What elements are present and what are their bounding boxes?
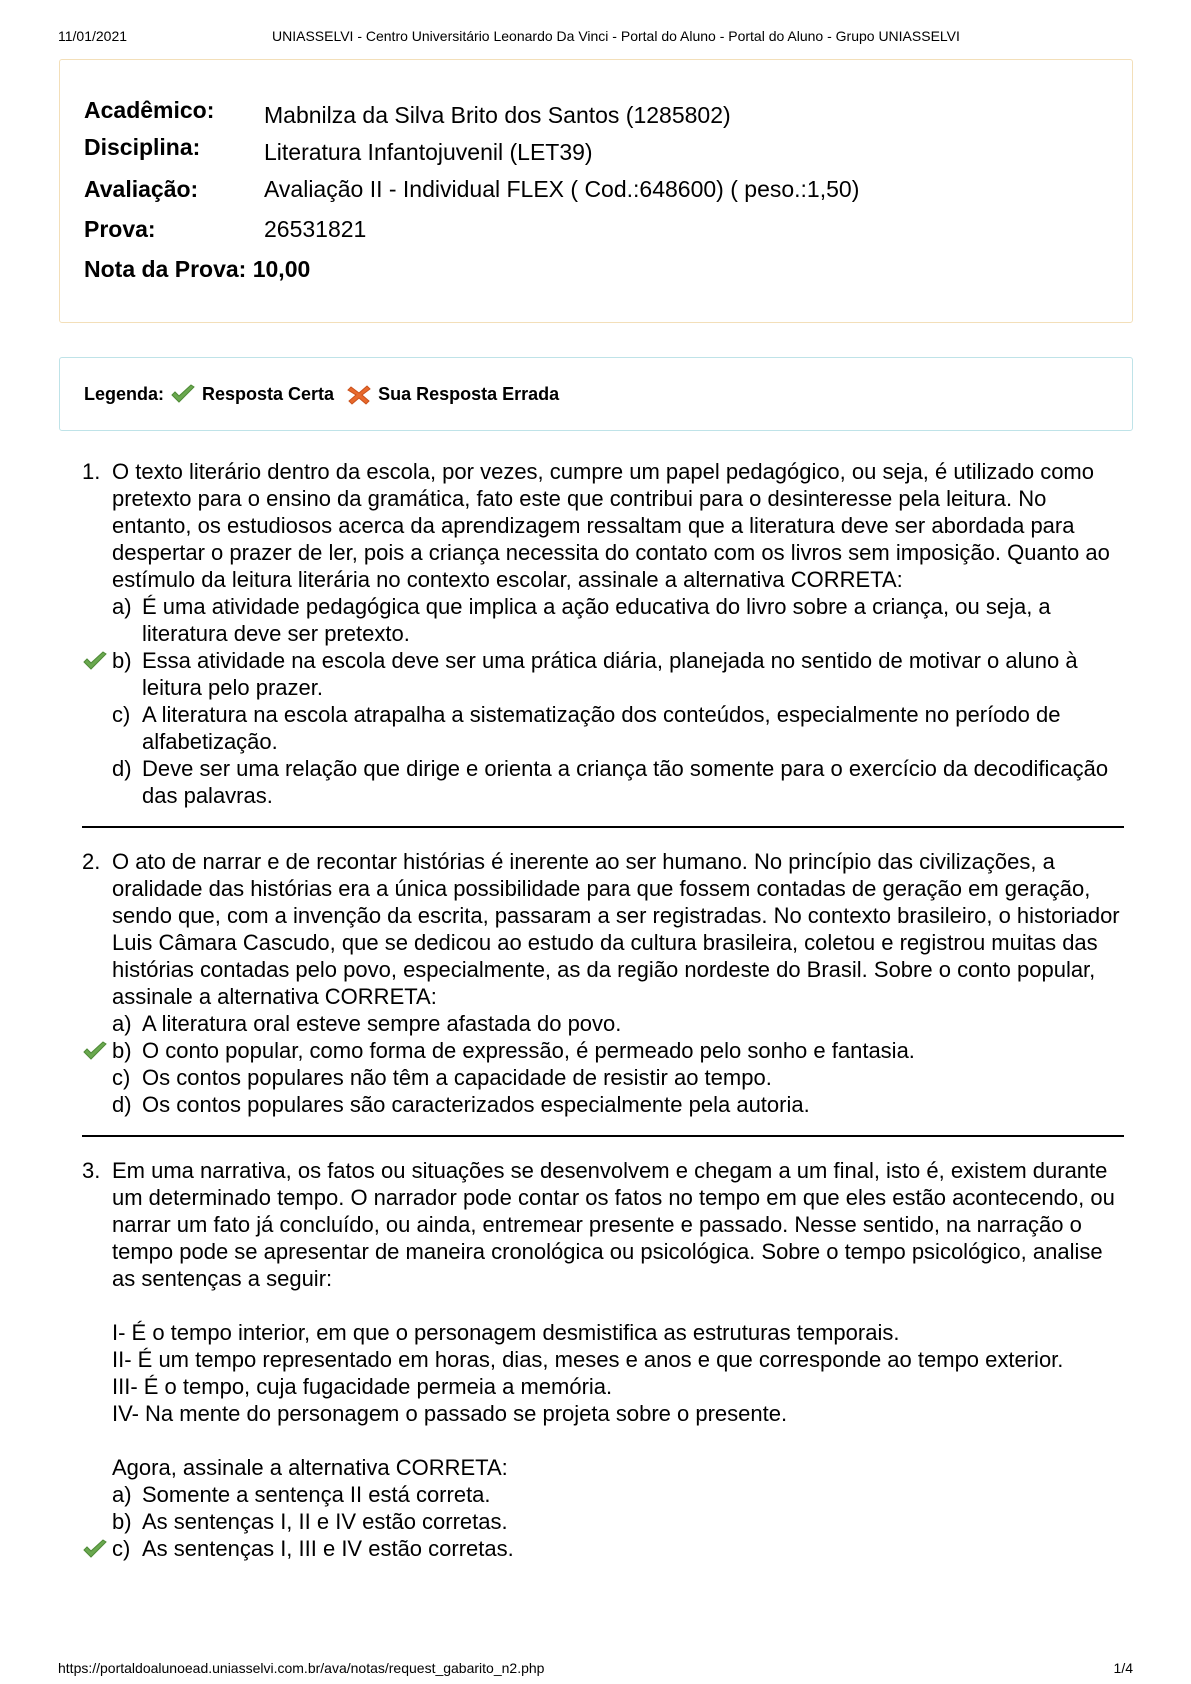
question-divider xyxy=(82,1135,1124,1137)
page-number: 1/4 xyxy=(1113,1660,1133,1676)
info-row-avaliacao xyxy=(84,176,859,203)
sentence-2: II- É um tempo representado em horas, dias, meses e anos e que corresponde ao tempo exterior. xyxy=(112,1347,1064,1372)
prova-label: Prova: xyxy=(84,216,156,242)
option-text: Os contos populares são caracterizados especialmente pela autoria. xyxy=(142,1092,810,1117)
check-icon xyxy=(82,650,108,672)
option-letter: c) xyxy=(112,702,131,727)
info-row-disciplina xyxy=(84,134,593,165)
option-letter: d) xyxy=(112,756,132,781)
option-letter: c) xyxy=(112,1065,131,1090)
questions-list xyxy=(82,458,1124,1562)
option-text: A literatura na escola atrapalha a sistematização dos conteúdos, especialmente no período de alfabetização. xyxy=(142,702,1061,754)
option-text: A literatura oral esteve sempre afastada do povo. xyxy=(142,1011,622,1036)
sentence-1: I- É o tempo interior, em que o personagem desmistifica as estruturas temporais. xyxy=(112,1320,900,1345)
sentence-4: IV- Na mente do personagem o passado se projeta sobre o presente. xyxy=(112,1401,788,1426)
question-text: Em uma narrativa, os fatos ou situações se desenvolvem e chegam a um final, isto é, existem durante um determinado tempo. O narrador pode contar os fatos no tempo em que eles estão acontecendo, ou narrar um fato já concluído, ou ainda, entremear presente e passado. Nesse sentido, na narração o tempo pode se apresentar de maneira cronológica ou psicológica. Sobre o tempo psicológico, analise as sentenças a seguir: xyxy=(112,1158,1115,1291)
question-prompt: Agora, assinale a alternativa CORRETA: xyxy=(112,1455,508,1480)
option-text: As sentenças I, II e IV estão corretas. xyxy=(142,1509,508,1534)
option-c-correct xyxy=(112,1535,1124,1562)
option-text: As sentenças I, III e IV estão corretas. xyxy=(142,1536,514,1561)
info-row-academico xyxy=(84,97,731,128)
option-b-correct xyxy=(112,647,1124,701)
student-info-box xyxy=(59,59,1133,323)
option-letter: c) xyxy=(112,1536,131,1561)
option-d xyxy=(112,1091,1124,1118)
print-date: 11/01/2021 xyxy=(58,28,128,44)
print-title: UNIASSELVI - Centro Universitário Leonardo Da Vinci - Portal do Aluno - Portal do Aluno - Grupo UNIASSELVI xyxy=(272,28,960,44)
option-text: Essa atividade na escola deve ser uma prática diária, planejada no sentido de motivar o aluno à leitura pelo prazer. xyxy=(142,648,1078,700)
option-d xyxy=(112,755,1124,809)
legend-wrong-answer: Sua Resposta Errada xyxy=(378,383,560,404)
option-text: Os contos populares não têm a capacidade de resistir ao tempo. xyxy=(142,1065,772,1090)
check-icon xyxy=(82,1040,108,1062)
option-letter: a) xyxy=(112,1482,132,1507)
option-a xyxy=(112,1481,1124,1508)
question-number: 1. xyxy=(82,459,101,484)
option-c xyxy=(112,1064,1124,1091)
check-icon xyxy=(170,383,196,405)
option-b-correct xyxy=(112,1037,1124,1064)
option-text: O conto popular, como forma de expressão, é permeado pelo sonho e fantasia. xyxy=(142,1038,915,1063)
option-text: É uma atividade pedagógica que implica a ação educativa do livro sobre a criança, ou seja, a literatura deve ser pretexto. xyxy=(142,594,1051,646)
question-2 xyxy=(82,848,1124,1118)
question-text: O ato de narrar e de recontar histórias é inerente ao ser humano. No princípio das civilizações, a oralidade das histórias era a única possibilidade para que fossem contadas de geração em geração, sendo que, com a invenção da escrita, passaram a ser registradas. No contexto brasileiro, o historiador Luis Câmara Cascudo, que se dedicou ao estudo da cultura brasileira, coletou e registrou muitas das histórias contadas pelo povo, especialmente, as da região nordeste do Brasil. Sobre o conto popular, assinale a alternativa CORRETA: xyxy=(112,849,1120,1009)
question-3 xyxy=(82,1157,1124,1562)
cross-icon xyxy=(346,383,372,405)
option-letter: a) xyxy=(112,1011,132,1036)
page-url: https://portaldoalunoead.uniasselvi.com.br/ava/notas/request_gabarito_n2.php xyxy=(58,1660,545,1676)
option-letter: a) xyxy=(112,594,132,619)
disciplina-label: Disciplina: xyxy=(84,134,201,160)
sentence-3: III- É o tempo, cuja fugacidade permeia a memória. xyxy=(112,1374,613,1399)
option-c xyxy=(112,701,1124,755)
avaliacao-value: Avaliação II - Individual FLEX ( Cod.:648600) ( peso.:1,50) xyxy=(264,176,860,202)
question-text: O texto literário dentro da escola, por vezes, cumpre um papel pedagógico, ou seja, é utilizado como pretexto para o ensino da gramática, fato este que contribui para o desinteresse pela leitura. No entanto, os estudiosos acerca da aprendizagem ressaltam que a literatura deve ser abordada para despertar o prazer de ler, pois a criança necessita do contato com os livros sem imposição. Quanto ao estímulo da leitura literária no contexto escolar, assinale a alternativa CORRETA: xyxy=(112,459,1110,592)
academico-value: Mabnilza da Silva Brito dos Santos (1285802) xyxy=(264,102,731,128)
print-header xyxy=(58,28,1133,48)
info-row-nota xyxy=(84,256,310,283)
check-icon xyxy=(82,1538,108,1560)
info-row-prova xyxy=(84,216,366,243)
nota-value: 10,00 xyxy=(252,256,311,282)
option-text: Deve ser uma relação que dirige e orienta a criança tão somente para o exercício da decodificação das palavras. xyxy=(142,756,1109,808)
option-letter: b) xyxy=(112,648,132,673)
option-letter: b) xyxy=(112,1038,132,1063)
option-letter: d) xyxy=(112,1092,132,1117)
option-text: Somente a sentença II está correta. xyxy=(142,1482,491,1507)
question-1 xyxy=(82,458,1124,809)
option-letter: b) xyxy=(112,1509,132,1534)
legend-right-answer: Resposta Certa xyxy=(202,383,335,404)
legend-label: Legenda: xyxy=(84,383,165,404)
option-b xyxy=(112,1508,1124,1535)
option-a xyxy=(112,593,1124,647)
legend xyxy=(84,383,559,405)
prova-value: 26531821 xyxy=(264,216,367,242)
avaliacao-label: Avaliação: xyxy=(84,176,199,202)
option-a xyxy=(112,1010,1124,1037)
legend-box xyxy=(59,357,1133,431)
question-number: 2. xyxy=(82,849,101,874)
nota-label: Nota da Prova: xyxy=(84,256,247,282)
question-number: 3. xyxy=(82,1158,101,1183)
academico-label: Acadêmico: xyxy=(84,97,215,123)
disciplina-value: Literatura Infantojuvenil (LET39) xyxy=(264,139,593,165)
question-divider xyxy=(82,826,1124,828)
